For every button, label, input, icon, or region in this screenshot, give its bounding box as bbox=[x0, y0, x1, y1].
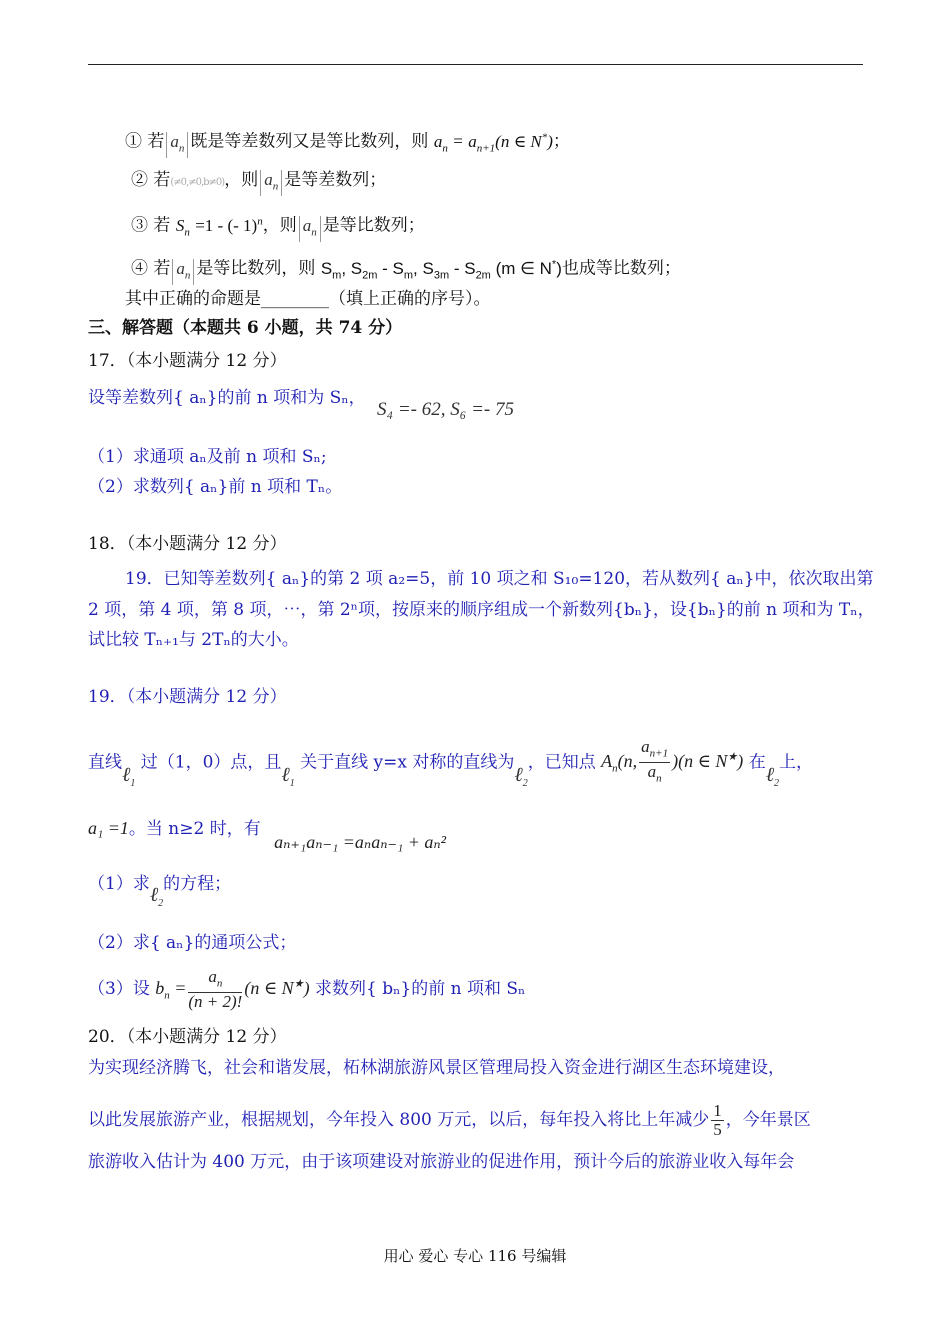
proposition-question: 其中正确的命题是________（填上正确的序号）。 bbox=[125, 289, 491, 309]
q17-header: 17．（本小题满分 12 分） bbox=[88, 351, 287, 371]
q19-line2: a₁ =1。当 n≥2 时，有 aₙ₊₁aₙ₋₁ =aₙaₙ₋₁ + aₙ² bbox=[88, 818, 447, 852]
q19-part3: （3）设 $b_n$ = $\frac{a_n}{(n + 2)!}$ (n ∈ N★) 求数列{ bₙ}的前 n 项和 Sₙ bbox=[88, 967, 526, 1012]
q19-part1: （1）求ℓ$_2$的方程； bbox=[88, 874, 232, 909]
q19-line1: 直线ℓ$_1$ 过（1，0）点，且ℓ$_1$ 关于直线 y=x 对称的直线为ℓ$_2$，已知点 $A_n(n$, $\frac{a_{n+1}}{a_n}$ )(n ∈ N★) 在ℓ$_2$上， bbox=[88, 737, 814, 790]
q17-part1: （1）求通项 aₙ及前 n 项和 Sₙ; bbox=[88, 447, 327, 467]
q18-line2: 2 项，第 4 项，第 8 项，⋯，第 2ⁿ项，按原来的顺序组成一个新数列{bₙ}，设{bₙ}的前 n 项和为 Tₙ， bbox=[88, 600, 875, 620]
q17-stem: 设等差数列{ aₙ}的前 n 项和为 Sₙ， bbox=[88, 388, 366, 408]
q20-line1: 为实现经济腾飞，社会和谐发展，柘林湖旅游风景区管理局投入资金进行湖区生态环境建设， bbox=[88, 1058, 785, 1078]
q18-line3: 试比较 Tₙ₊₁与 2Tₙ的大小。 bbox=[88, 630, 299, 650]
q18-line1: 19．已知等差数列{ aₙ}的第 2 项 a₂=5，前 10 项之和 S₁₀=120，若从数列{ aₙ}中，依次取出第 bbox=[125, 569, 874, 589]
proposition-1: ① 若 $a_n$ 既是等差数列又是等比数列，则 $a_n = a_{n+1}(n$ ∈ N*)； bbox=[125, 126, 570, 159]
q20-line3: 旅游收入估计为 400 万元，由于该项建设对旅游业的促进作用，预计今后的旅游业收入每年会 bbox=[88, 1152, 795, 1172]
q19-header: 19．（本小题满分 12 分） bbox=[88, 687, 287, 707]
q20-header: 20．（本小题满分 12 分） bbox=[88, 1027, 287, 1047]
proposition-4: ④ 若 $a_n$ 是等比数列，则 $S_m$, $S_{2m} - S_m$, $S_{3m} - S_{2m}$ (m ∈ N*)也成等比数列； bbox=[131, 253, 681, 286]
header-rule bbox=[88, 64, 863, 65]
q18-header: 18．（本小题满分 12 分） bbox=[88, 534, 287, 554]
q17-part2: （2）求数列{ aₙ}前 n 项和 Tₙ。 bbox=[88, 477, 343, 497]
proposition-3: ③ 若 $S_n =1$ - (- 1)$^n$，则 $a_n$ 是等比数列； bbox=[131, 210, 425, 243]
proposition-2: ② 若(≠0,≠0,b≠0)，则 $a_n$ 是等差数列； bbox=[131, 169, 386, 196]
q17-given: S₄ =- 62, S₆ =- 75 bbox=[377, 399, 515, 420]
q19-part2: （2）求{ aₙ}的通项公式； bbox=[88, 933, 297, 953]
section-title: 三、解答题（本题共 6 小题，共 74 分） bbox=[88, 318, 403, 338]
page-footer: 用心 爱心 专心 116 号编辑 bbox=[383, 1247, 567, 1265]
q20-line2: 以此发展旅游产业，根据规划，今年投入 800 万元，以后，每年投入将比上年减少 $\frac{1}{5}$ ，今年景区 bbox=[88, 1101, 811, 1139]
